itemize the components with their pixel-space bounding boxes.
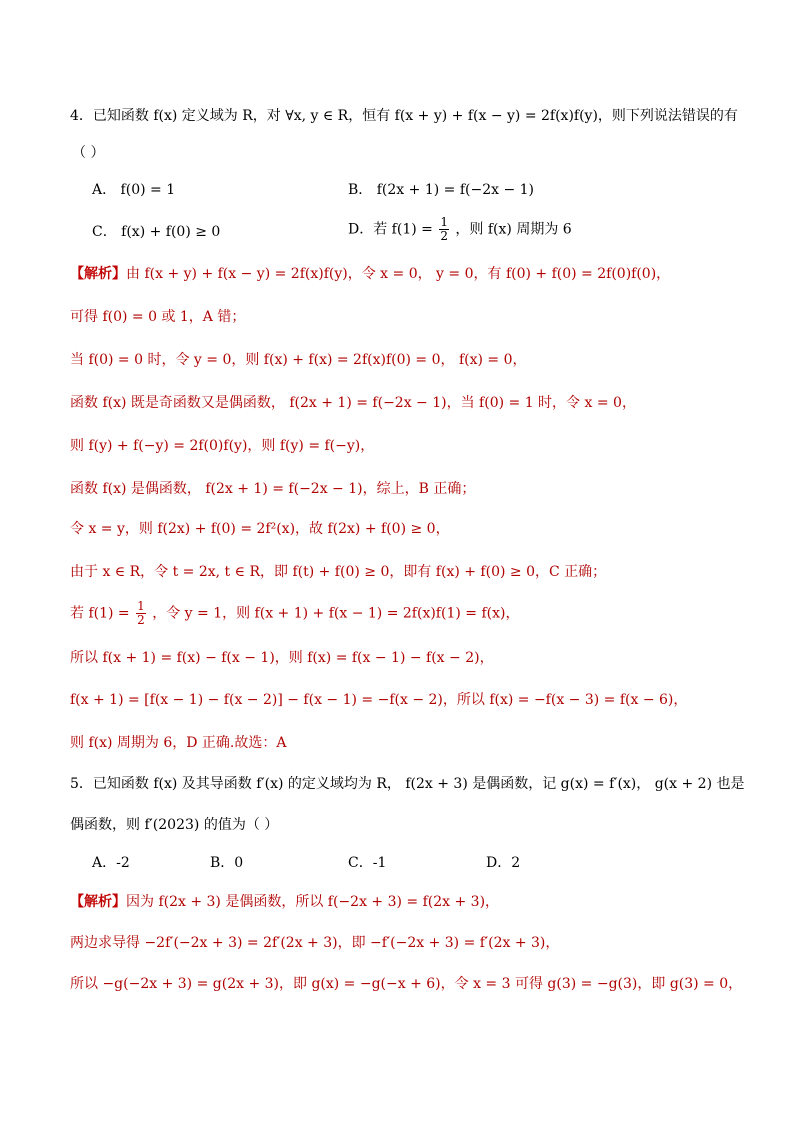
s4-line-9-pre: 若 f(1) = xyxy=(70,605,130,622)
fraction-denominator: 2 xyxy=(440,229,448,243)
q4-option-d-fraction xyxy=(439,216,449,243)
solution-tag: 【解析】 xyxy=(70,266,126,282)
s4-line-7: 令 x = y，则 f(2x) + f(0) = 2f²(x)，故 f(2x) + f(0) ≥ 0， xyxy=(70,521,450,537)
q4-paren: （ ） xyxy=(72,145,105,161)
s4-line-9-fraction xyxy=(136,600,146,627)
s4-line-10: 所以 f(x + 1) = f(x) − f(x − 1)，则 f(x) = f(x − 1) − f(x − 2)， xyxy=(70,650,494,666)
s5-line-1-text: 因为 f(2x + 3) 是偶函数，所以 f(−2x + 3) = f(2x + 3)， xyxy=(126,894,500,910)
s4-line-6: 函数 f(x) 是偶函数， f(2x + 1) = f(−2x − 1)，综上，B 正确； xyxy=(70,481,476,497)
q5-stem-line-1: 5．已知函数 f(x) 及其导函数 f′(x) 的定义域均为 R， f(2x + 3) 是偶函数，记 g(x) = f′(x)， g(x + 2) 也是 xyxy=(70,776,745,792)
q4-option-d xyxy=(348,216,572,243)
fraction-numerator: 1 xyxy=(137,599,145,613)
q4-option-d-post: ，则 f(x) 周期为 6 xyxy=(455,221,572,238)
s5-line-1 xyxy=(70,892,499,912)
s4-line-8: 由于 x ∈ R，令 t = 2x, t ∈ R，即 f(t) + f(0) ≥ 0，即有 f(x) + f(0) ≥ 0，C 正确； xyxy=(70,564,607,580)
q4-stem: 4．已知函数 f(x) 定义域为 R，对 ∀x, y ∈ R，恒有 f(x + y) + f(x − y) = 2f(x)f(y)，则下列说法错误的有 xyxy=(70,108,738,124)
fraction-denominator: 2 xyxy=(137,613,145,627)
q4-option-b: B． f(2x + 1) = f(−2x − 1) xyxy=(348,182,534,198)
s4-line-4: 函数 f(x) 既是奇函数又是偶函数， f(2x + 1) = f(−2x − 1)，当 f(0) = 1 时，令 x = 0， xyxy=(70,395,636,411)
q4-option-c: C． f(x) + f(0) ≥ 0 xyxy=(92,224,221,240)
s5-line-3: 所以 −g(−2x + 3) = g(2x + 3)，即 g(x) = −g(−x + 6)，令 x = 3 可得 g(3) = −g(3)，即 g(3) = 0， xyxy=(70,976,743,992)
solution-tag: 【解析】 xyxy=(70,894,126,910)
s4-line-12: 则 f(x) 周期为 6，D 正确.故选：A xyxy=(70,735,287,751)
s4-line-9 xyxy=(70,600,519,627)
s4-line-2: 可得 f(0) = 0 或 1，A 错； xyxy=(70,309,246,325)
s4-line-11: f(x + 1) = [f(x − 1) − f(x − 2)] − f(x − 1) = −f(x − 2)，所以 f(x) = −f(x − 3) = f(x − 6)， xyxy=(70,692,688,708)
s4-line-1-text: 由 f(x + y) + f(x − y) = 2f(x)f(y)，令 x = 0， y = 0，有 f(0) + f(0) = 2f(0)f(0)， xyxy=(126,266,671,282)
s5-line-2: 两边求导得 −2f′(−2x + 3) = 2f′(2x + 3)，即 −f′(−2x + 3) = f′(2x + 3)， xyxy=(70,935,560,951)
q5-option-b: B．0 xyxy=(210,855,244,871)
q5-option-d: D．2 xyxy=(486,855,521,871)
q4-option-d-pre: D．若 f(1) = xyxy=(348,221,433,238)
q5-option-a: A．-2 xyxy=(92,855,130,871)
q5-option-c: C．-1 xyxy=(348,855,387,871)
s4-line-5: 则 f(y) + f(−y) = 2f(0)f(y)，则 f(y) = f(−y)， xyxy=(70,438,375,454)
s4-line-3: 当 f(0) = 0 时，令 y = 0，则 f(x) + f(x) = 2f(x)f(0) = 0， f(x) = 0， xyxy=(70,352,527,368)
s4-line-1 xyxy=(70,264,670,284)
q5-stem-line-2: 偶函数，则 f′(2023) 的值为（ ） xyxy=(70,817,279,833)
q4-option-a: A． f(0) = 1 xyxy=(92,182,176,198)
fraction-numerator: 1 xyxy=(440,215,448,229)
s4-line-9-post: ，令 y = 1，则 f(x + 1) + f(x − 1) = 2f(x)f(1) = f(x)， xyxy=(152,605,520,622)
